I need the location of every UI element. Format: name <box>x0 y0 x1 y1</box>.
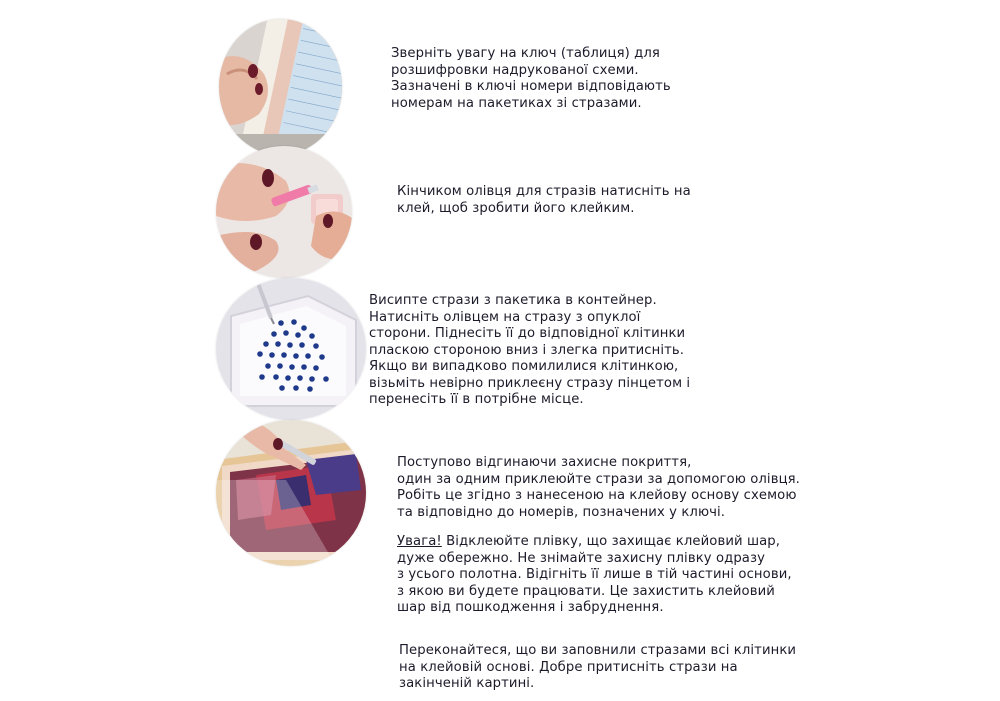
text-line: один за одним приклеюйте стрази за допомогою олівця. <box>397 471 800 487</box>
text-line: закінченій картині. <box>399 676 535 691</box>
text-line: шар від пошкодження і забруднення. <box>397 600 664 615</box>
warning-text <box>397 534 792 617</box>
text-line: Зверніть увагу на ключ (таблиця) для <box>391 46 660 61</box>
text-line: Якщо ви випадково помилилися клітинкою, <box>369 359 679 374</box>
text-line: на клейовій основі. Добре притисніть стрази на <box>399 659 738 675</box>
text-line: Натисніть олівцем на стразу з опуклої <box>369 309 641 325</box>
text-line: дуже обережно. Не знімайте захисну плівку одразу <box>397 550 766 566</box>
step-key-table-text <box>391 46 671 112</box>
text-line: Кінчиком олівця для стразів натисніть на <box>397 184 691 199</box>
text-line: Переконайтеся, що ви заповнили стразами всі клітинки <box>399 643 797 658</box>
warning-first-line-rest: Відклеюйте плівку, що захищає клейовий шар, <box>441 534 781 549</box>
text-line: номерам на пакетиках зі стразами. <box>391 95 642 111</box>
text-line: розшифровки надрукованої схеми. <box>391 62 639 78</box>
step-glue-text <box>397 184 691 217</box>
text-line: пласкою стороною вниз і злегка притисніть. <box>369 342 685 358</box>
pencil-glue-photo <box>216 146 352 278</box>
rhinestone-tray-photo <box>216 278 366 420</box>
step-place-rhinestone-text <box>369 293 690 409</box>
step-apply-text <box>397 455 800 521</box>
text-line: Поступово відгинаючи захисне покриття, <box>397 455 692 470</box>
text-line: сторони. Піднесіть її до відповідної клітинки <box>369 326 686 341</box>
text-line: візьміть невірно приклеєну стразу пінцетом і <box>369 375 691 391</box>
text-line: клей, щоб зробити його клейким. <box>397 200 635 216</box>
warning-label: Увага! <box>397 534 442 549</box>
canvas-application-photo <box>216 420 366 566</box>
text-line: Робіть це згідно з нанесеною на клейову основу схемою <box>397 488 797 503</box>
text-line: з якою ви будете працювати. Це захистить клейовий <box>397 583 775 599</box>
text-line: перенесіть її в потрібне місце. <box>369 392 584 407</box>
text-line: та відповідно до номерів, позначених у ключі. <box>397 504 726 520</box>
text-line: Висипте стрази з пакетика в контейнер. <box>369 293 657 308</box>
warning-first-line <box>397 534 792 551</box>
key-table-photo <box>219 19 342 155</box>
text-line: з усього полотна. Відігніть її лише в тій частині основи, <box>397 567 792 582</box>
final-step-text <box>399 643 796 693</box>
text-line: Зазначені в ключі номери відповідають <box>391 79 671 94</box>
